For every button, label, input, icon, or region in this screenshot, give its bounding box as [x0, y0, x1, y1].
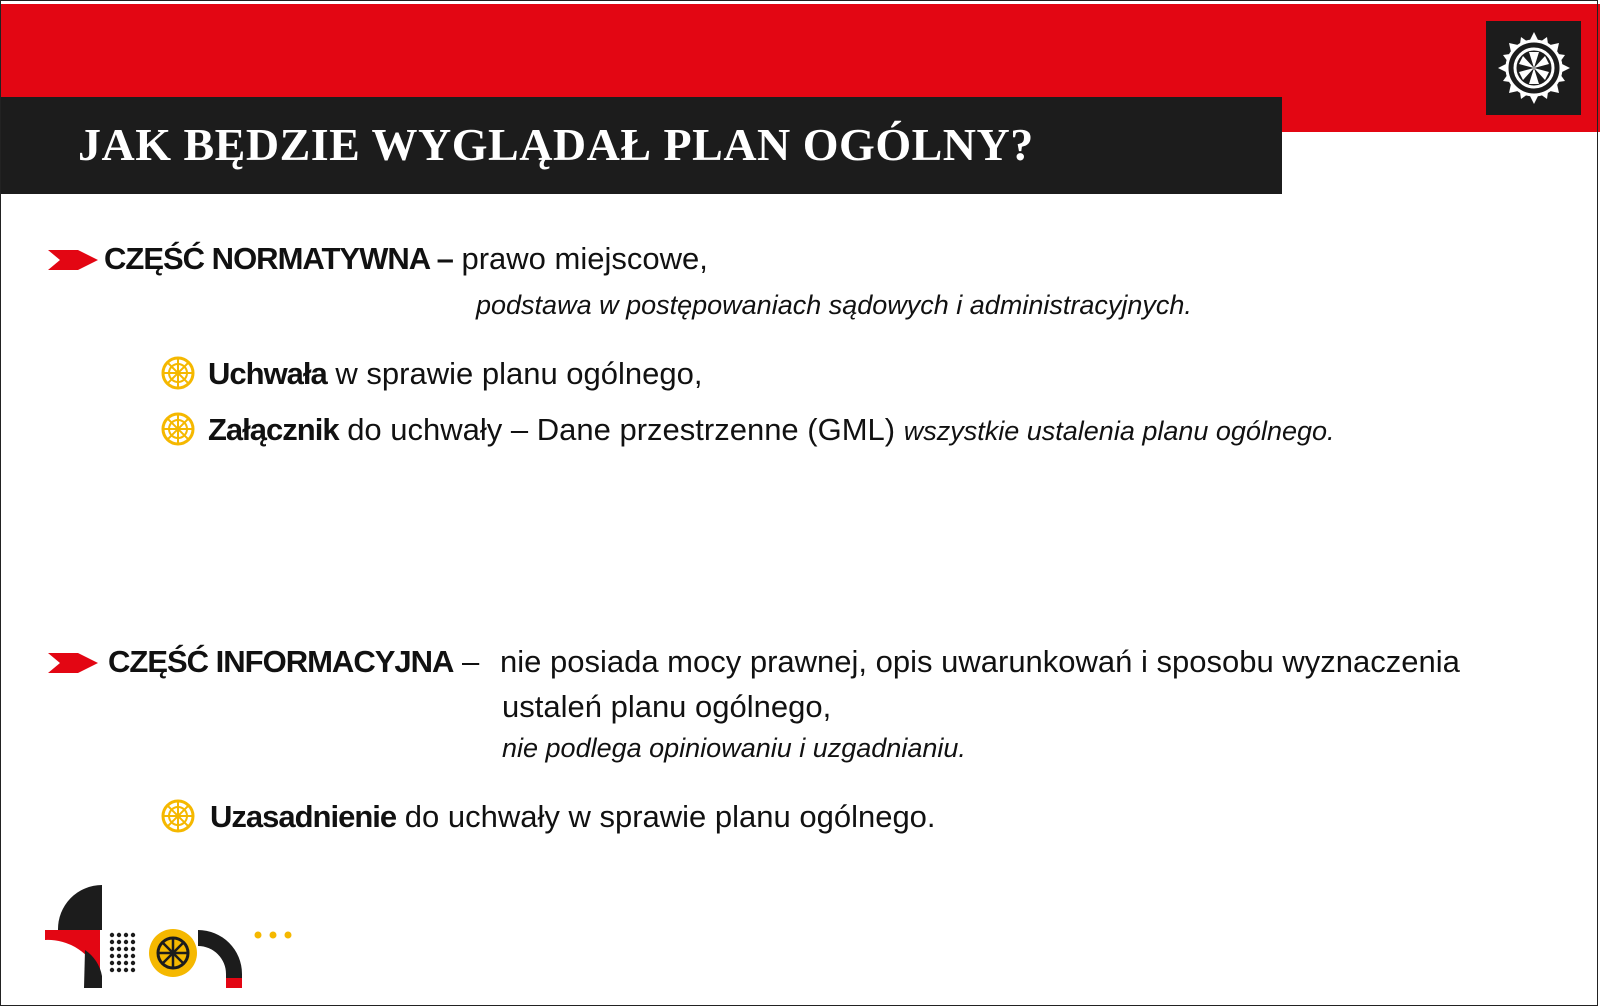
informative-heading: CZĘŚĆ INFORMACYJNA — [108, 644, 454, 679]
logo — [1486, 21, 1581, 115]
informative-text-line1: nie posiada mocy prawnej, opis uwarunkowań i sposobu wyznaczenia — [500, 644, 1460, 679]
red-arrow-icon — [48, 651, 98, 675]
item-text: do uchwały – Dane przestrzenne (GML) — [347, 412, 896, 447]
decorative-graphic — [40, 880, 310, 990]
gold-wheel-icon — [160, 411, 196, 447]
normative-heading-row — [104, 240, 708, 278]
informative-note: nie podlega opiniowaniu i uzgadnianiu. — [502, 733, 966, 763]
item-text: do uchwały w sprawie planu ogólnego. — [404, 799, 936, 834]
list-item-zalacznik — [208, 411, 1335, 450]
item-bold: Uchwała — [208, 356, 327, 391]
informative-text-line2: ustaleń planu ogólnego, — [502, 689, 832, 724]
item-bold: Uzasadnienie — [210, 799, 397, 834]
item-bold: Załącznik — [208, 412, 339, 447]
gold-wheel-icon — [160, 798, 196, 834]
item-note: wszystkie ustalenia planu ogólnego. — [903, 416, 1335, 446]
normative-note: podstawa w postępowaniach sądowych i administracyjnych. — [476, 290, 1192, 320]
red-arrow-icon — [48, 248, 98, 272]
gold-wheel-icon — [160, 355, 196, 391]
page-title: JAK BĘDZIE WYGLĄDAŁ PLAN OGÓLNY? — [78, 119, 1034, 170]
item-text: w sprawie planu ogólnego, — [335, 356, 703, 391]
normative-heading: CZĘŚĆ NORMATYWNA – — [104, 241, 453, 276]
informative-heading-row — [108, 643, 479, 681]
wheel-star-emblem-icon — [1497, 31, 1571, 105]
informative-dash: – — [462, 644, 480, 679]
list-item-uchwala — [208, 355, 703, 393]
list-item-uzasadnienie — [210, 798, 936, 836]
normative-text: prawo miejscowe, — [461, 241, 708, 276]
